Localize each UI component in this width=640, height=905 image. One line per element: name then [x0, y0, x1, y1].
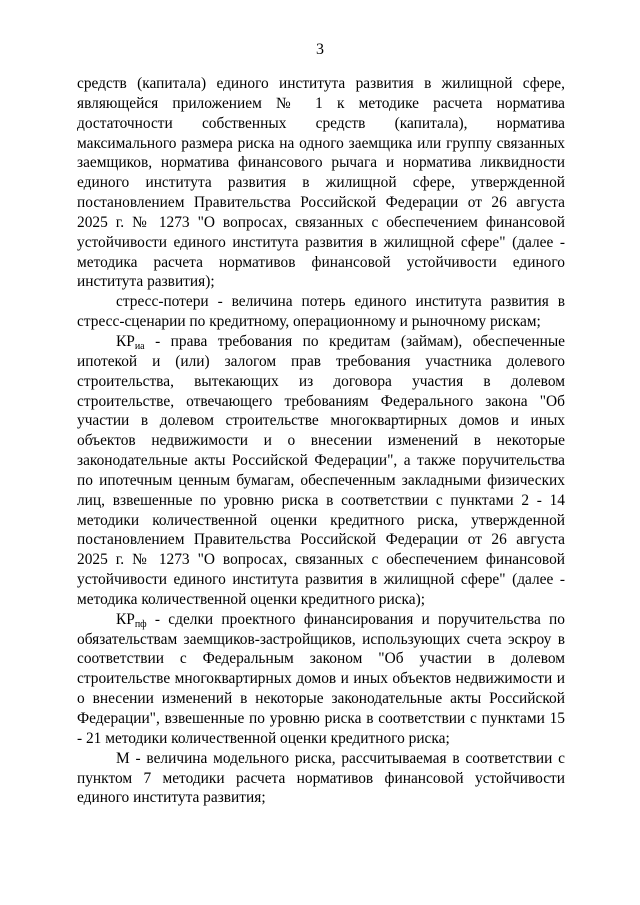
paragraph-continuation: средств (капитала) единого института развития в жилищной сфере, являющейся приложением № 1 к методике расчета норматива достаточности собственных средств (капитала), норматива максимального размера риска на одного заемщика или группу связанных заемщиков, норматива финансового рычага и норматива ликвидности единого института развития в жилищной сфере, утвержденной постановлением Правительства Российской Федерации от 26 августа 2025 г. № 1273 "О вопросах, связанных с обеспечением финансовой устойчивости единого института развития в жилищной сфере" (далее - методика расчета нормативов финансовой устойчивости единого института развития);	[77, 75, 565, 291]
kr-symbol: КР	[116, 610, 135, 628]
paragraph-model-risk: М - величина модельного риска, рассчитываемая в соответствии с пунктом 7 методики расчета нормативов финансовой устойчивости единого института развития;	[77, 749, 565, 807]
kr-pf-definition: - сделки проектного финансирования и поручительства по обязательствам заемщиков-застройщиков, использующих счета эскроу в соответствии с Федеральным законом "Об участии в долевом строительстве многоквартирных домов и иных объектов недвижимости и о внесении изменений в некоторые законодательные акты Российской Федерации", взвешенные по уровню риска в соответствии с пунктами 15 - 21 методики количественной оценки кредитного риска;	[77, 610, 565, 747]
kr-ia-definition: - права требования по кредитам (займам), обеспеченные ипотекой и (или) залогом прав требования участника долевого строительства, вытекающих из договора участия в долевом строительстве, отвечающего требованиям Федерального закона "Об участии в долевом строительстве многоквартирных домов и иных объектов недвижимости и о внесении изменений в некоторые законодательные акты Российской Федерации", а также поручительства по ипотечным ценным бумагам, обеспеченным закладными физических лиц, взвешенные по уровню риска в соответствии с пунктами 2 - 14 методики количественной оценки кредитного риска, утвержденной постановлением Правительства Российской Федерации от 26 августа 2025 г. № 1273 "О вопросах, связанных с обеспечением финансовой устойчивости единого института развития в жилищной сфере" (далее - методика количественной оценки кредитного риска);	[77, 332, 565, 608]
paragraph-kr-pf	[77, 610, 565, 749]
kr-subscript: иа	[134, 340, 145, 352]
document-body	[77, 74, 565, 808]
page-number: 3	[316, 41, 324, 58]
paragraph-stress-losses: стресс-потери - величина потерь единого института развития в стресс-сценарии по кредитному, операционному и рыночному рискам;	[77, 293, 565, 331]
kr-subscript: пф	[134, 618, 147, 630]
kr-symbol: КР	[116, 332, 135, 350]
paragraph-kr-ia	[77, 332, 565, 610]
